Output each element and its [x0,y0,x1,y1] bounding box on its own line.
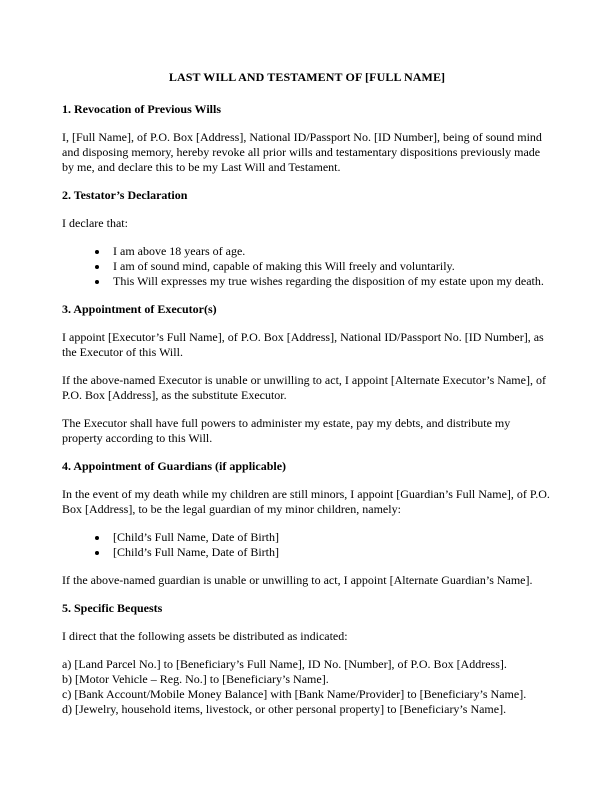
section-revocation-of-previous-wills [62,102,552,175]
section-4-heading: 4. Appointment of Guardians (if applicable) [62,459,287,473]
bequest-item-b: b) [Motor Vehicle – Reg. No.] to [Beneficiary’s Name]. [62,672,329,686]
child-bullet-item: • [Child’s Full Name, Date of Birth] [109,530,552,545]
bequest-item-c: c) [Bank Account/Mobile Money Balance] with [Bank Name/Provider] to [Beneficiary’s Name]. [62,687,527,701]
executor-powers-paragraph: The Executor shall have full powers to administer my estate, pay my debts, and distribute my property according to this Will. [62,416,511,445]
document-title: LAST WILL AND TESTAMENT OF [FULL NAME] [168,70,446,84]
revocation-paragraph: I, [Full Name], of P.O. Box [Address], National ID/Passport No. [ID Number], being of sound mind and disposing memory, hereby revoke all prior wills and testamentary dispositions previously made by me, and declare this to be my Last Will and Testament. [62,130,542,174]
alternate-executor-paragraph: If the above-named Executor is unable or unwilling to act, I appoint [Alternate Executor’s Name], of P.O. Box [Address], as the substitute Executor. [62,373,546,402]
section-appointment-of-guardians [62,459,552,588]
declaration-intro: I declare that: [62,216,128,230]
section-specific-bequests [62,601,552,717]
alternate-guardian-paragraph: If the above-named guardian is unable or unwilling to act, I appoint [Alternate Guardian’s Name]. [62,573,533,587]
executor-appointment-paragraph: I appoint [Executor’s Full Name], of P.O. Box [Address], National ID/Passport No. [ID Number], as the Executor of this Will. [62,330,544,359]
child-bullet-item: • [Child’s Full Name, Date of Birth] [109,545,552,560]
section-testators-declaration [62,188,552,289]
section-1-heading: 1. Revocation of Previous Wills [62,102,221,116]
children-bullet-list [62,530,552,560]
section-5-heading: 5. Specific Bequests [62,601,163,615]
declaration-bullet-list [62,244,552,289]
bequest-item-d: d) [Jewelry, household items, livestock, or other personal property] to [Beneficiary’s Name]. [62,702,507,716]
section-2-heading: 2. Testator’s Declaration [62,188,188,202]
guardian-intro-paragraph: In the event of my death while my children are still minors, I appoint [Guardian’s Full Name], of P.O. Box [Address], to be the legal guardian of my minor children, namely: [62,487,550,516]
declaration-bullet-item: • This Will expresses my true wishes regarding the disposition of my estate upon my death. [109,274,552,289]
section-appointment-of-executors [62,302,552,446]
bequest-list [62,657,552,717]
declaration-bullet-item: • I am above 18 years of age. [109,244,552,259]
declaration-bullet-item: • I am of sound mind, capable of making this Will freely and voluntarily. [109,259,552,274]
bequests-intro: I direct that the following assets be distributed as indicated: [62,629,348,643]
bequest-item-a: a) [Land Parcel No.] to [Beneficiary’s Full Name], ID No. [Number], of P.O. Box [Address]. [62,657,507,671]
section-3-heading: 3. Appointment of Executor(s) [62,302,217,316]
